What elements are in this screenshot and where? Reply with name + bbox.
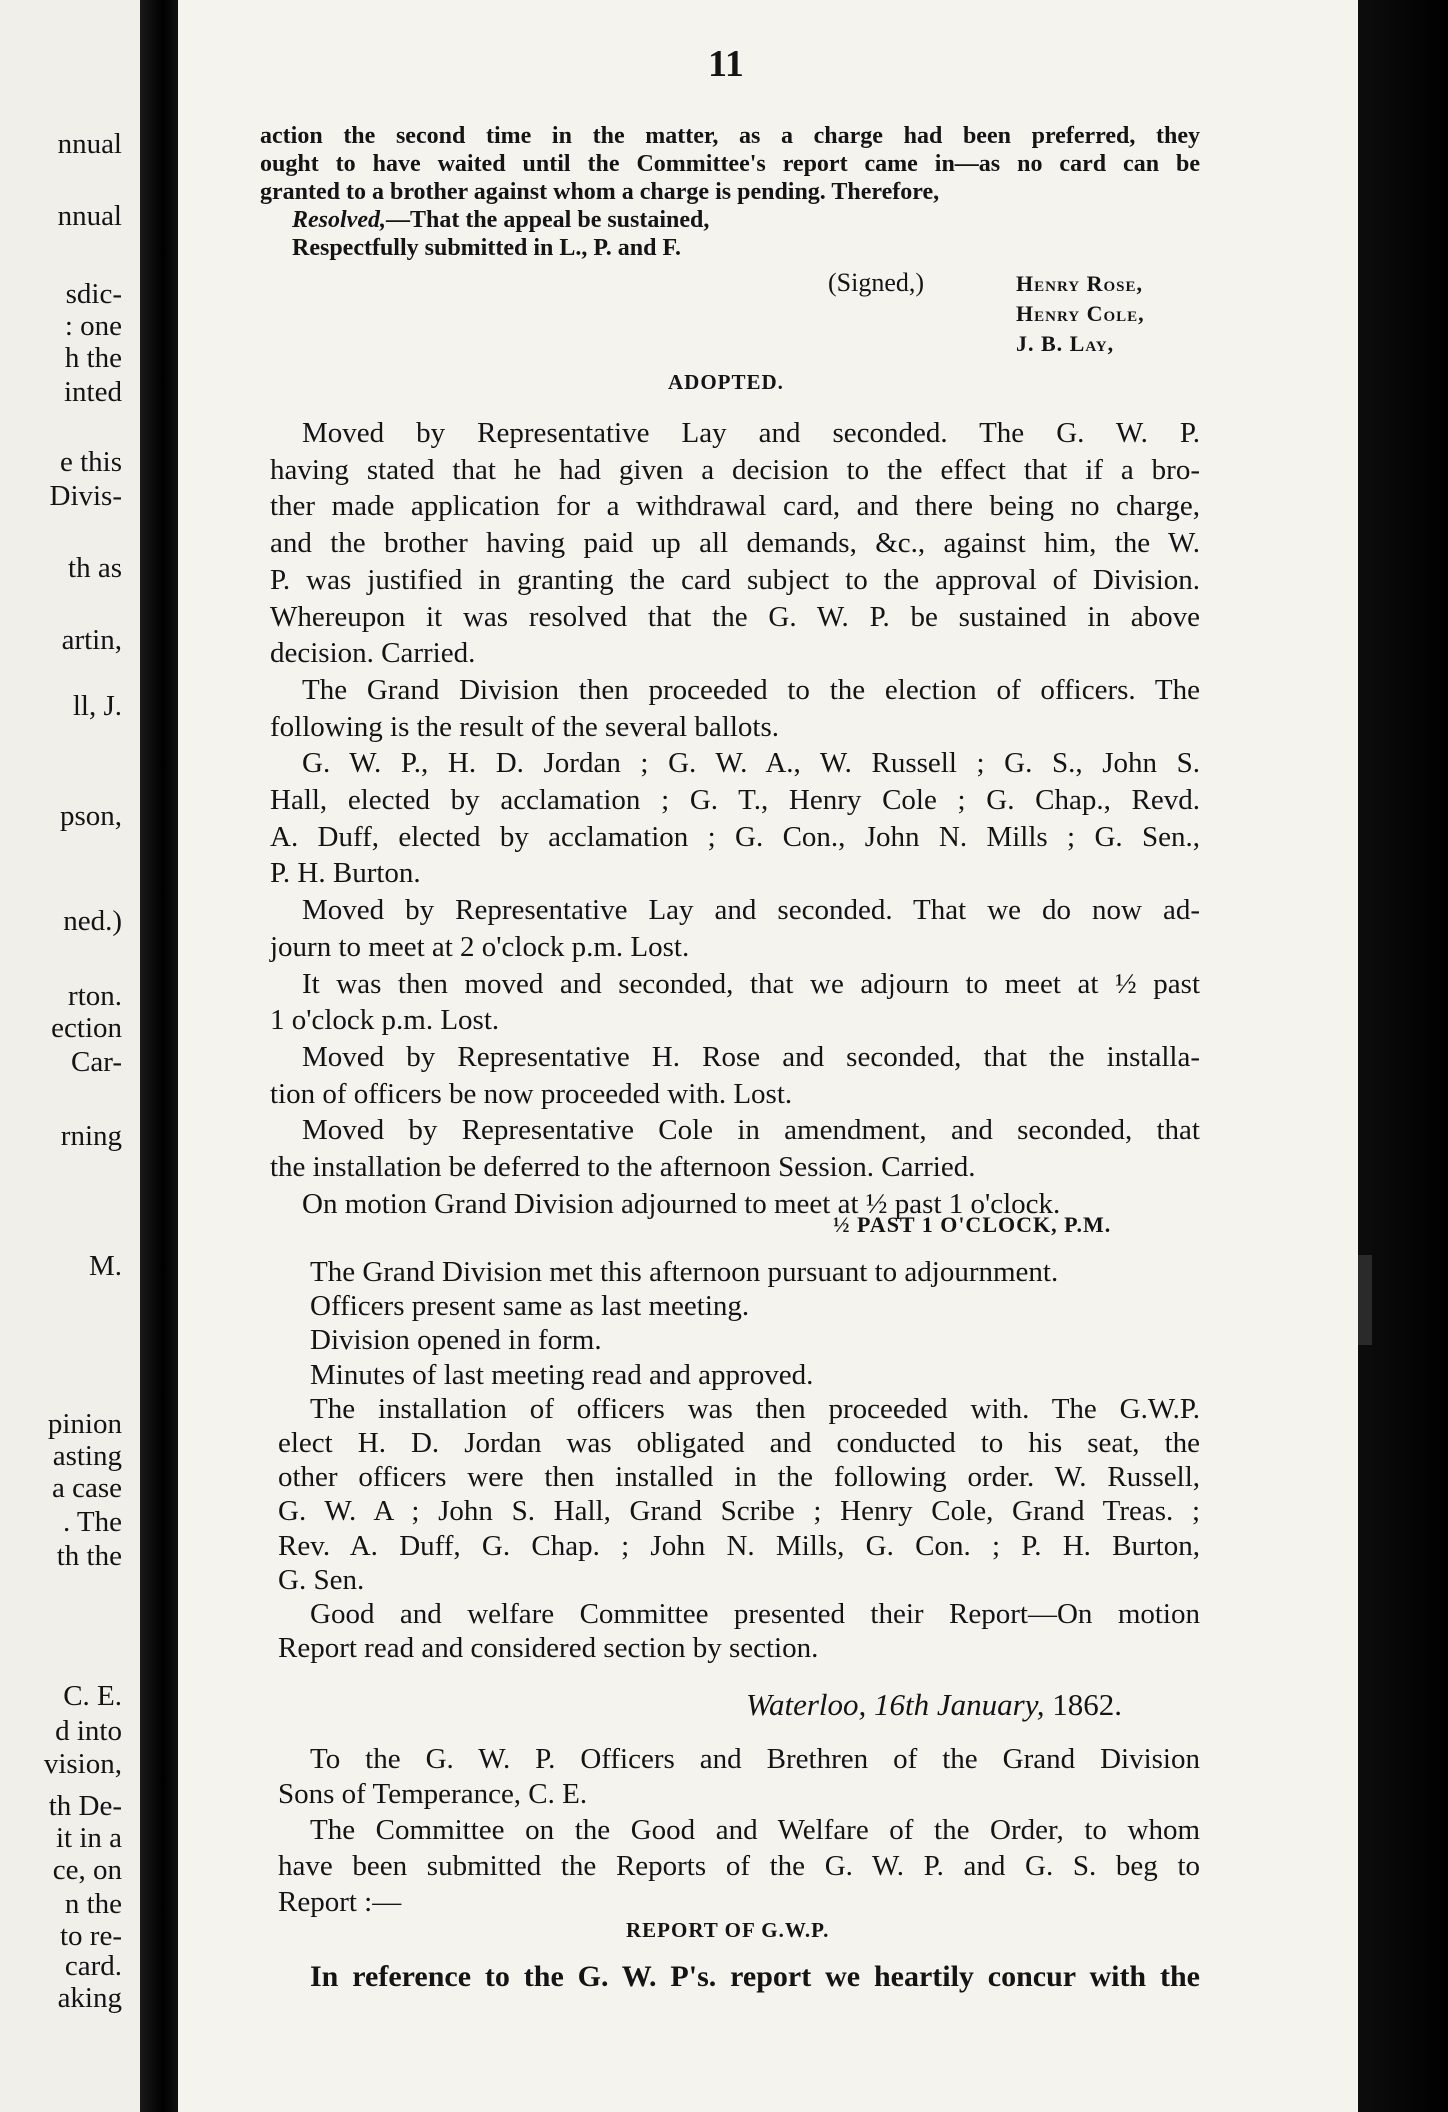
minutes-morning <box>270 415 1200 1222</box>
margin-fragment: ll, J. <box>72 690 122 722</box>
minutes-line: A. Duff, elected by acclamation ; G. Con., John N. Mills ; G. Sen., <box>270 820 1200 853</box>
margin-fragment: nnual <box>57 128 122 160</box>
minutes-line: elect H. D. Jordan was obligated and conducted to his seat, the <box>278 1427 1200 1460</box>
minutes-line: Hall, elected by acclamation ; G. T., Henry Cole ; G. Chap., Revd. <box>270 784 1200 817</box>
committee-block <box>278 1812 1200 1920</box>
signed-label: (Signed,) <box>828 268 925 297</box>
minutes-line: other officers were then installed in the following order. W. Russell, <box>278 1461 1200 1494</box>
signature-name: Henry Cole, <box>1016 301 1145 326</box>
margin-fragment: th as <box>68 552 122 584</box>
page-number: 11 <box>708 43 744 85</box>
minutes-line: decision. Carried. <box>270 637 476 670</box>
margin-fragment: C. E. <box>63 1680 122 1712</box>
margin-fragment: d into <box>55 1715 122 1747</box>
margin-fragment: ned.) <box>63 905 122 937</box>
margin-fragment: th the <box>56 1540 122 1572</box>
committee-line: have been submitted the Reports of the G. W. P. and G. S. beg to <box>278 1850 1200 1882</box>
appeal-block <box>260 122 1200 262</box>
margin-fragment: card. <box>64 1950 122 1982</box>
address-line: To the G. W. P. Officers and Brethren of the Grand Division <box>310 1743 1200 1775</box>
minutes-line: G. W. A ; John S. Hall, Grand Scribe ; Henry Cole, Grand Treas. ; <box>278 1495 1200 1528</box>
dateline-place: Waterloo, <box>746 1687 867 1722</box>
minutes-line: On motion Grand Division adjourned to meet at ½ past 1 o'clock. <box>302 1187 1061 1220</box>
margin-fragment: nnual <box>57 200 122 232</box>
appeal-line: ought to have waited until the Committee's report came in—as no card can be <box>260 151 1200 177</box>
facing-page-margin <box>0 0 140 2112</box>
margin-fragment: artin, <box>61 624 122 656</box>
edge-mark <box>1358 1255 1372 1345</box>
minutes-line: The installation of officers was then proceeded with. The G.W.P. <box>310 1392 1200 1425</box>
margin-fragment: Car- <box>71 1046 122 1078</box>
minutes-line: Good and welfare Committee presented their Report—On motion <box>310 1598 1200 1631</box>
minutes-line: 1 o'clock p.m. Lost. <box>270 1004 500 1037</box>
minutes-line: The Grand Division met this afternoon pursuant to adjournment. <box>310 1256 1059 1288</box>
margin-fragment: it in a <box>55 1822 122 1854</box>
address-line: Sons of Temperance, C. E. <box>278 1778 588 1810</box>
signature-name: Henry Rose, <box>1016 271 1143 296</box>
minutes-line: Moved by Representative Lay and seconded. The G. W. P. <box>302 417 1200 449</box>
margin-fragment: inted <box>64 376 122 408</box>
minutes-line: tion of officers be now proceeded with. Lost. <box>270 1077 793 1110</box>
minutes-line: G. Sen. <box>278 1563 365 1596</box>
minutes-line: and the brother having paid up all demands, &c., against him, the W. <box>270 527 1200 560</box>
minutes-line: Moved by Representative H. Rose and seconded, that the installa- <box>302 1040 1200 1073</box>
address-block <box>278 1742 1200 1812</box>
margin-fragment: ce, on <box>52 1854 122 1886</box>
minutes-line: Moved by Representative Cole in amendment, and seconded, that <box>302 1114 1200 1147</box>
appeal-line: granted to a brother against whom a charge is pending. Therefore, <box>260 179 940 205</box>
margin-fragment: e this <box>59 446 122 478</box>
margin-fragment: asting <box>52 1440 122 1472</box>
margin-fragment: h the <box>64 342 122 374</box>
minutes-afternoon <box>278 1255 1200 1665</box>
minutes-line: Rev. A. Duff, G. Chap. ; John N. Mills, G. Con. ; P. H. Burton, <box>278 1529 1200 1562</box>
margin-fragment: to re- <box>60 1920 122 1952</box>
minutes-line: having stated that he had given a decision to the effect that if a bro- <box>270 453 1200 486</box>
page <box>178 0 1358 2112</box>
committee-line: Report :— <box>278 1886 402 1918</box>
dateline-year: 1862. <box>1052 1687 1123 1722</box>
margin-fragment: a case <box>51 1472 122 1504</box>
final-line-wrap <box>310 1960 1200 1994</box>
minutes-line: It was then moved and seconded, that we adjourn to meet at ½ past <box>302 967 1200 1000</box>
margin-fragment: th De- <box>48 1790 122 1822</box>
minutes-line: P. H. Burton. <box>270 857 421 890</box>
minutes-line: Whereupon it was resolved that the G. W. P. be sustained in above <box>270 600 1200 633</box>
dateline <box>746 1687 1122 1723</box>
submitted-line: Respectfully submitted in L., P. and F. <box>292 235 681 261</box>
dateline-date: 16th January, <box>874 1687 1045 1722</box>
minutes-line: following is the result of the several ballots. <box>270 710 780 743</box>
final-line: In reference to the G. W. P's. report we heartily concur with the <box>310 1960 1200 1993</box>
dateline-day <box>874 1687 1045 1722</box>
right-page-edge <box>1358 0 1448 2112</box>
margin-fragment: aking <box>57 1982 122 2014</box>
resolved-line <box>260 206 1200 234</box>
resolved-label: Resolved, <box>292 207 386 233</box>
minutes-line: G. W. P., H. D. Jordan ; G. W. A., W. Russell ; G. S., John S. <box>302 747 1200 780</box>
book-gutter <box>140 0 178 2112</box>
minutes-line: Report read and considered section by section. <box>278 1632 819 1665</box>
margin-fragment: : one <box>64 310 122 342</box>
margin-fragment: . The <box>62 1506 122 1538</box>
minutes-line: The Grand Division then proceeded to the election of officers. The <box>302 673 1200 706</box>
minutes-line: Division opened in form. <box>310 1324 602 1357</box>
resolved-text: —That the appeal be sustained, <box>385 207 710 233</box>
margin-fragment: pinion <box>47 1408 122 1440</box>
adopted-label: ADOPTED. <box>668 370 784 394</box>
minutes-line: Moved by Representative Lay and seconded. That we do now ad- <box>302 894 1200 927</box>
margin-fragment: vision, <box>43 1748 122 1780</box>
committee-line: The Committee on the Good and Welfare of the Order, to whom <box>310 1814 1200 1846</box>
report-heading: REPORT OF G.W.P. <box>626 1918 830 1942</box>
minutes-line: Officers present same as last meeting. <box>310 1290 750 1323</box>
minutes-line: ther made application for a withdrawal card, and there being no charge, <box>270 490 1200 523</box>
signature-name: J. B. Lay, <box>1016 331 1115 356</box>
margin-fragment: Divis- <box>49 480 122 512</box>
minutes-line: Minutes of last meeting read and approved. <box>310 1358 814 1391</box>
appeal-line: action the second time in the matter, as a charge had been preferred, they <box>260 123 1200 149</box>
margin-fragment: ection <box>51 1012 122 1044</box>
margin-fragment: n the <box>64 1888 122 1920</box>
margin-fragment: pson, <box>59 800 122 832</box>
afternoon-heading: ½ PAST 1 O'CLOCK, P.M. <box>833 1212 1112 1237</box>
minutes-line: the installation be deferred to the afternoon Session. Carried. <box>270 1151 976 1184</box>
margin-fragment: rton. <box>68 980 122 1012</box>
margin-fragment: sdic- <box>65 278 122 310</box>
margin-fragment: M. <box>88 1250 122 1282</box>
minutes-line: journ to meet at 2 o'clock p.m. Lost. <box>270 930 690 963</box>
minutes-line: P. was justified in granting the card subject to the approval of Division. <box>270 563 1200 596</box>
margin-fragment: rning <box>60 1120 122 1152</box>
